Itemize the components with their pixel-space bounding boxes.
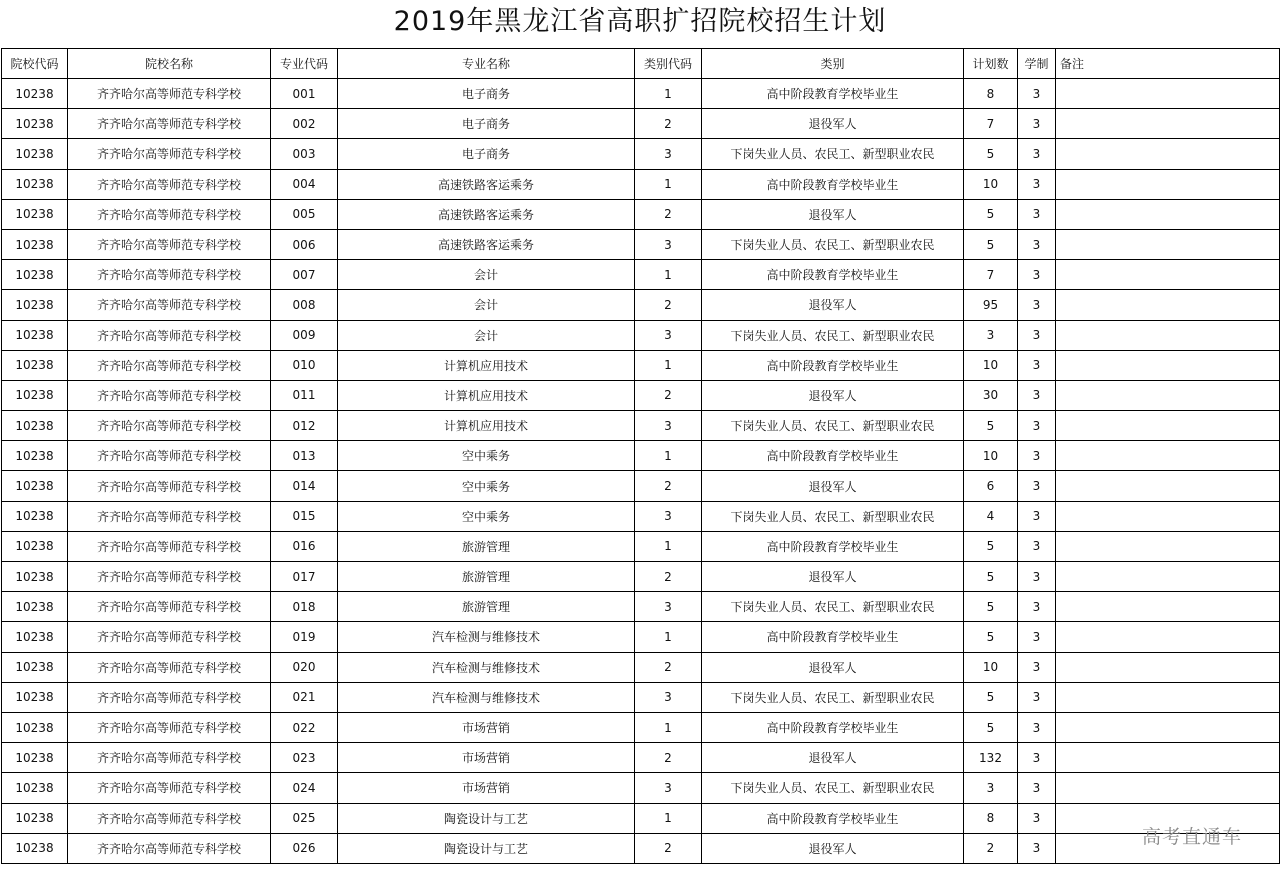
duration-cell: 3 xyxy=(1018,320,1056,350)
remark-cell xyxy=(1056,260,1280,290)
remark-cell xyxy=(1056,712,1280,742)
remark-cell xyxy=(1056,622,1280,652)
plan-count-cell: 5 xyxy=(964,592,1018,622)
major-name-cell: 高速铁路客运乘务 xyxy=(338,229,635,259)
plan-count-cell: 2 xyxy=(964,833,1018,863)
major-name-cell: 陶瓷设计与工艺 xyxy=(338,833,635,863)
table-row xyxy=(2,501,1280,531)
category-cell: 下岗失业人员、农民工、新型职业农民 xyxy=(702,139,964,169)
header-school-name: 院校名称 xyxy=(68,49,271,79)
category-cell: 下岗失业人员、农民工、新型职业农民 xyxy=(702,773,964,803)
major-code-cell: 001 xyxy=(271,79,338,109)
school-code-cell: 10238 xyxy=(2,773,68,803)
category-code-cell: 1 xyxy=(635,441,702,471)
duration-cell: 3 xyxy=(1018,79,1056,109)
table-row xyxy=(2,441,1280,471)
remark-cell xyxy=(1056,471,1280,501)
table-row xyxy=(2,169,1280,199)
category-code-cell: 2 xyxy=(635,380,702,410)
duration-cell: 3 xyxy=(1018,169,1056,199)
plan-count-cell: 5 xyxy=(964,682,1018,712)
duration-cell: 3 xyxy=(1018,562,1056,592)
major-name-cell: 旅游管理 xyxy=(338,531,635,561)
major-name-cell: 计算机应用技术 xyxy=(338,350,635,380)
category-cell: 退役军人 xyxy=(702,199,964,229)
school-name-cell: 齐齐哈尔高等师范专科学校 xyxy=(68,199,271,229)
school-name-cell: 齐齐哈尔高等师范专科学校 xyxy=(68,320,271,350)
major-code-cell: 020 xyxy=(271,652,338,682)
major-name-cell: 空中乘务 xyxy=(338,471,635,501)
category-cell: 下岗失业人员、农民工、新型职业农民 xyxy=(702,682,964,712)
page-title: 2019年黑龙江省高职扩招院校招生计划 xyxy=(393,6,887,37)
category-cell: 下岗失业人员、农民工、新型职业农民 xyxy=(702,501,964,531)
plan-count-cell: 5 xyxy=(964,229,1018,259)
category-code-cell: 2 xyxy=(635,109,702,139)
school-code-cell: 10238 xyxy=(2,290,68,320)
header-category: 类别 xyxy=(702,49,964,79)
school-name-cell: 齐齐哈尔高等师范专科学校 xyxy=(68,109,271,139)
major-name-cell: 高速铁路客运乘务 xyxy=(338,199,635,229)
remark-cell xyxy=(1056,743,1280,773)
major-code-cell: 005 xyxy=(271,199,338,229)
major-code-cell: 022 xyxy=(271,712,338,742)
remark-cell xyxy=(1056,501,1280,531)
category-cell: 高中阶段教育学校毕业生 xyxy=(702,622,964,652)
remark-cell xyxy=(1056,169,1280,199)
category-cell: 退役军人 xyxy=(702,290,964,320)
duration-cell: 3 xyxy=(1018,229,1056,259)
category-code-cell: 1 xyxy=(635,260,702,290)
category-code-cell: 3 xyxy=(635,773,702,803)
school-code-cell: 10238 xyxy=(2,743,68,773)
major-name-cell: 会计 xyxy=(338,260,635,290)
school-name-cell: 齐齐哈尔高等师范专科学校 xyxy=(68,411,271,441)
table-row xyxy=(2,592,1280,622)
plan-count-cell: 4 xyxy=(964,501,1018,531)
major-code-cell: 015 xyxy=(271,501,338,531)
category-code-cell: 1 xyxy=(635,169,702,199)
category-cell: 退役军人 xyxy=(702,471,964,501)
school-name-cell: 齐齐哈尔高等师范专科学校 xyxy=(68,562,271,592)
major-code-cell: 011 xyxy=(271,380,338,410)
category-cell: 退役军人 xyxy=(702,380,964,410)
category-code-cell: 3 xyxy=(635,411,702,441)
school-name-cell: 齐齐哈尔高等师范专科学校 xyxy=(68,712,271,742)
category-cell: 高中阶段教育学校毕业生 xyxy=(702,79,964,109)
category-code-cell: 1 xyxy=(635,712,702,742)
table-row xyxy=(2,139,1280,169)
remark-cell xyxy=(1056,139,1280,169)
remark-cell xyxy=(1056,79,1280,109)
school-name-cell: 齐齐哈尔高等师范专科学校 xyxy=(68,441,271,471)
duration-cell: 3 xyxy=(1018,531,1056,561)
major-code-cell: 026 xyxy=(271,833,338,863)
major-code-cell: 012 xyxy=(271,411,338,441)
table-row xyxy=(2,622,1280,652)
table-row xyxy=(2,380,1280,410)
duration-cell: 3 xyxy=(1018,773,1056,803)
table-row xyxy=(2,652,1280,682)
major-code-cell: 006 xyxy=(271,229,338,259)
school-code-cell: 10238 xyxy=(2,229,68,259)
category-code-cell: 1 xyxy=(635,350,702,380)
category-cell: 下岗失业人员、农民工、新型职业农民 xyxy=(702,592,964,622)
table-row xyxy=(2,833,1280,863)
duration-cell: 3 xyxy=(1018,622,1056,652)
school-name-cell: 齐齐哈尔高等师范专科学校 xyxy=(68,592,271,622)
plan-count-cell: 5 xyxy=(964,712,1018,742)
major-code-cell: 024 xyxy=(271,773,338,803)
major-name-cell: 市场营销 xyxy=(338,773,635,803)
table-row xyxy=(2,79,1280,109)
header-category-code: 类别代码 xyxy=(635,49,702,79)
school-code-cell: 10238 xyxy=(2,682,68,712)
header-major-code: 专业代码 xyxy=(271,49,338,79)
school-name-cell: 齐齐哈尔高等师范专科学校 xyxy=(68,833,271,863)
school-code-cell: 10238 xyxy=(2,109,68,139)
duration-cell: 3 xyxy=(1018,743,1056,773)
school-code-cell: 10238 xyxy=(2,622,68,652)
duration-cell: 3 xyxy=(1018,441,1056,471)
major-name-cell: 计算机应用技术 xyxy=(338,411,635,441)
table-row xyxy=(2,773,1280,803)
school-code-cell: 10238 xyxy=(2,79,68,109)
remark-cell xyxy=(1056,531,1280,561)
plan-count-cell: 8 xyxy=(964,79,1018,109)
school-name-cell: 齐齐哈尔高等师范专科学校 xyxy=(68,229,271,259)
school-name-cell: 齐齐哈尔高等师范专科学校 xyxy=(68,79,271,109)
plan-count-cell: 10 xyxy=(964,652,1018,682)
major-name-cell: 汽车检测与维修技术 xyxy=(338,622,635,652)
remark-cell xyxy=(1056,652,1280,682)
category-cell: 退役军人 xyxy=(702,652,964,682)
remark-cell xyxy=(1056,592,1280,622)
plan-count-cell: 5 xyxy=(964,139,1018,169)
remark-cell xyxy=(1056,109,1280,139)
school-code-cell: 10238 xyxy=(2,803,68,833)
major-name-cell: 旅游管理 xyxy=(338,562,635,592)
table-row xyxy=(2,562,1280,592)
remark-cell xyxy=(1056,199,1280,229)
duration-cell: 3 xyxy=(1018,712,1056,742)
major-code-cell: 007 xyxy=(271,260,338,290)
table-row xyxy=(2,743,1280,773)
school-code-cell: 10238 xyxy=(2,169,68,199)
major-code-cell: 017 xyxy=(271,562,338,592)
plan-count-cell: 5 xyxy=(964,199,1018,229)
category-code-cell: 2 xyxy=(635,290,702,320)
major-name-cell: 旅游管理 xyxy=(338,592,635,622)
duration-cell: 3 xyxy=(1018,109,1056,139)
school-code-cell: 10238 xyxy=(2,501,68,531)
school-name-cell: 齐齐哈尔高等师范专科学校 xyxy=(68,652,271,682)
plan-count-cell: 7 xyxy=(964,109,1018,139)
school-name-cell: 齐齐哈尔高等师范专科学校 xyxy=(68,531,271,561)
table-body xyxy=(2,79,1280,864)
school-code-cell: 10238 xyxy=(2,199,68,229)
remark-cell xyxy=(1056,682,1280,712)
duration-cell: 3 xyxy=(1018,411,1056,441)
remark-cell xyxy=(1056,562,1280,592)
school-code-cell: 10238 xyxy=(2,320,68,350)
major-code-cell: 021 xyxy=(271,682,338,712)
school-code-cell: 10238 xyxy=(2,380,68,410)
category-cell: 高中阶段教育学校毕业生 xyxy=(702,169,964,199)
school-name-cell: 齐齐哈尔高等师范专科学校 xyxy=(68,169,271,199)
school-code-cell: 10238 xyxy=(2,471,68,501)
category-code-cell: 2 xyxy=(635,471,702,501)
duration-cell: 3 xyxy=(1018,803,1056,833)
school-name-cell: 齐齐哈尔高等师范专科学校 xyxy=(68,622,271,652)
major-name-cell: 空中乘务 xyxy=(338,501,635,531)
remark-cell xyxy=(1056,229,1280,259)
duration-cell: 3 xyxy=(1018,260,1056,290)
header-school-code: 院校代码 xyxy=(2,49,68,79)
category-cell: 下岗失业人员、农民工、新型职业农民 xyxy=(702,411,964,441)
duration-cell: 3 xyxy=(1018,380,1056,410)
major-name-cell: 电子商务 xyxy=(338,79,635,109)
table-row xyxy=(2,712,1280,742)
table-row xyxy=(2,350,1280,380)
table-header-row xyxy=(2,49,1280,79)
school-code-cell: 10238 xyxy=(2,411,68,441)
school-name-cell: 齐齐哈尔高等师范专科学校 xyxy=(68,743,271,773)
major-name-cell: 市场营销 xyxy=(338,743,635,773)
category-cell: 退役军人 xyxy=(702,109,964,139)
plan-count-cell: 7 xyxy=(964,260,1018,290)
major-name-cell: 电子商务 xyxy=(338,109,635,139)
category-code-cell: 1 xyxy=(635,531,702,561)
remark-cell xyxy=(1056,350,1280,380)
table-row xyxy=(2,320,1280,350)
major-code-cell: 013 xyxy=(271,441,338,471)
school-name-cell: 齐齐哈尔高等师范专科学校 xyxy=(68,290,271,320)
category-code-cell: 2 xyxy=(635,199,702,229)
duration-cell: 3 xyxy=(1018,682,1056,712)
category-code-cell: 3 xyxy=(635,320,702,350)
category-code-cell: 2 xyxy=(635,562,702,592)
category-cell: 高中阶段教育学校毕业生 xyxy=(702,260,964,290)
plan-count-cell: 3 xyxy=(964,320,1018,350)
major-code-cell: 002 xyxy=(271,109,338,139)
category-code-cell: 3 xyxy=(635,592,702,622)
school-code-cell: 10238 xyxy=(2,592,68,622)
plan-count-cell: 132 xyxy=(964,743,1018,773)
school-code-cell: 10238 xyxy=(2,350,68,380)
major-name-cell: 高速铁路客运乘务 xyxy=(338,169,635,199)
major-name-cell: 市场营销 xyxy=(338,712,635,742)
major-code-cell: 025 xyxy=(271,803,338,833)
school-code-cell: 10238 xyxy=(2,712,68,742)
table-row xyxy=(2,109,1280,139)
duration-cell: 3 xyxy=(1018,833,1056,863)
category-cell: 高中阶段教育学校毕业生 xyxy=(702,531,964,561)
duration-cell: 3 xyxy=(1018,199,1056,229)
major-name-cell: 会计 xyxy=(338,290,635,320)
school-code-cell: 10238 xyxy=(2,652,68,682)
major-code-cell: 018 xyxy=(271,592,338,622)
header-duration: 学制 xyxy=(1018,49,1056,79)
category-code-cell: 3 xyxy=(635,229,702,259)
major-code-cell: 010 xyxy=(271,350,338,380)
major-code-cell: 004 xyxy=(271,169,338,199)
header-major-name: 专业名称 xyxy=(338,49,635,79)
remark-cell xyxy=(1056,441,1280,471)
plan-count-cell: 30 xyxy=(964,380,1018,410)
major-code-cell: 019 xyxy=(271,622,338,652)
major-code-cell: 008 xyxy=(271,290,338,320)
plan-count-cell: 10 xyxy=(964,350,1018,380)
plan-count-cell: 10 xyxy=(964,441,1018,471)
category-code-cell: 2 xyxy=(635,652,702,682)
duration-cell: 3 xyxy=(1018,290,1056,320)
table-row xyxy=(2,411,1280,441)
duration-cell: 3 xyxy=(1018,592,1056,622)
school-name-cell: 齐齐哈尔高等师范专科学校 xyxy=(68,773,271,803)
major-name-cell: 汽车检测与维修技术 xyxy=(338,652,635,682)
category-code-cell: 3 xyxy=(635,682,702,712)
major-name-cell: 电子商务 xyxy=(338,139,635,169)
duration-cell: 3 xyxy=(1018,471,1056,501)
school-code-cell: 10238 xyxy=(2,531,68,561)
category-code-cell: 2 xyxy=(635,743,702,773)
school-name-cell: 齐齐哈尔高等师范专科学校 xyxy=(68,803,271,833)
duration-cell: 3 xyxy=(1018,501,1056,531)
school-code-cell: 10238 xyxy=(2,260,68,290)
table-row xyxy=(2,531,1280,561)
plan-count-cell: 8 xyxy=(964,803,1018,833)
table-row xyxy=(2,290,1280,320)
plan-count-cell: 10 xyxy=(964,169,1018,199)
major-name-cell: 汽车检测与维修技术 xyxy=(338,682,635,712)
major-code-cell: 003 xyxy=(271,139,338,169)
remark-cell xyxy=(1056,411,1280,441)
remark-cell xyxy=(1056,290,1280,320)
remark-cell xyxy=(1056,773,1280,803)
plan-count-cell: 5 xyxy=(964,562,1018,592)
remark-cell xyxy=(1056,320,1280,350)
category-code-cell: 1 xyxy=(635,622,702,652)
school-name-cell: 齐齐哈尔高等师范专科学校 xyxy=(68,260,271,290)
school-code-cell: 10238 xyxy=(2,562,68,592)
school-code-cell: 10238 xyxy=(2,441,68,471)
header-remark: 备注 xyxy=(1056,49,1280,79)
plan-count-cell: 6 xyxy=(964,471,1018,501)
plan-count-cell: 5 xyxy=(964,411,1018,441)
category-cell: 高中阶段教育学校毕业生 xyxy=(702,712,964,742)
plan-count-cell: 3 xyxy=(964,773,1018,803)
school-code-cell: 10238 xyxy=(2,139,68,169)
school-name-cell: 齐齐哈尔高等师范专科学校 xyxy=(68,501,271,531)
table-row xyxy=(2,229,1280,259)
school-name-cell: 齐齐哈尔高等师范专科学校 xyxy=(68,139,271,169)
table-row xyxy=(2,682,1280,712)
category-cell: 下岗失业人员、农民工、新型职业农民 xyxy=(702,229,964,259)
school-name-cell: 齐齐哈尔高等师范专科学校 xyxy=(68,350,271,380)
category-cell: 高中阶段教育学校毕业生 xyxy=(702,441,964,471)
category-cell: 下岗失业人员、农民工、新型职业农民 xyxy=(702,320,964,350)
duration-cell: 3 xyxy=(1018,350,1056,380)
table-row xyxy=(2,199,1280,229)
major-code-cell: 023 xyxy=(271,743,338,773)
duration-cell: 3 xyxy=(1018,139,1056,169)
enrollment-plan-table xyxy=(1,48,1280,864)
major-name-cell: 空中乘务 xyxy=(338,441,635,471)
category-code-cell: 1 xyxy=(635,79,702,109)
school-name-cell: 齐齐哈尔高等师范专科学校 xyxy=(68,471,271,501)
major-code-cell: 009 xyxy=(271,320,338,350)
category-code-cell: 2 xyxy=(635,833,702,863)
category-cell: 退役军人 xyxy=(702,833,964,863)
major-name-cell: 计算机应用技术 xyxy=(338,380,635,410)
header-plan-count: 计划数 xyxy=(964,49,1018,79)
category-code-cell: 1 xyxy=(635,803,702,833)
category-code-cell: 3 xyxy=(635,501,702,531)
plan-count-cell: 95 xyxy=(964,290,1018,320)
plan-count-cell: 5 xyxy=(964,531,1018,561)
table-row xyxy=(2,471,1280,501)
major-code-cell: 016 xyxy=(271,531,338,561)
school-code-cell: 10238 xyxy=(2,833,68,863)
duration-cell: 3 xyxy=(1018,652,1056,682)
category-code-cell: 3 xyxy=(635,139,702,169)
remark-cell xyxy=(1056,380,1280,410)
category-cell: 退役军人 xyxy=(702,562,964,592)
plan-count-cell: 5 xyxy=(964,622,1018,652)
school-name-cell: 齐齐哈尔高等师范专科学校 xyxy=(68,682,271,712)
table-row xyxy=(2,803,1280,833)
major-name-cell: 会计 xyxy=(338,320,635,350)
major-name-cell: 陶瓷设计与工艺 xyxy=(338,803,635,833)
category-cell: 高中阶段教育学校毕业生 xyxy=(702,350,964,380)
category-cell: 退役军人 xyxy=(702,743,964,773)
watermark: 高考直通车 xyxy=(1142,826,1243,848)
category-cell: 高中阶段教育学校毕业生 xyxy=(702,803,964,833)
table-row xyxy=(2,260,1280,290)
major-code-cell: 014 xyxy=(271,471,338,501)
school-name-cell: 齐齐哈尔高等师范专科学校 xyxy=(68,380,271,410)
